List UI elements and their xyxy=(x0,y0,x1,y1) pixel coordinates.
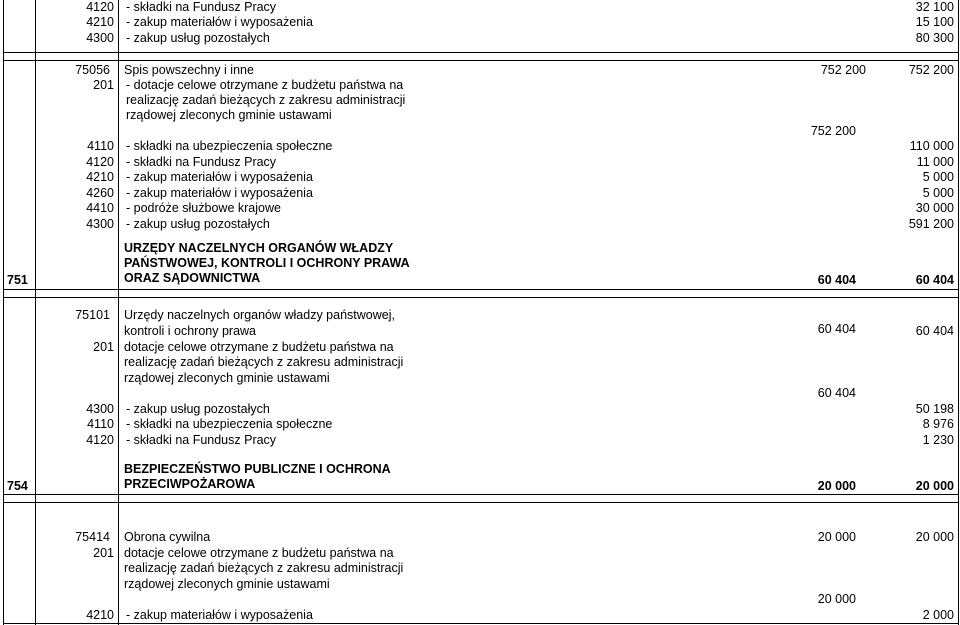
plan-amount: 20 000 xyxy=(817,592,856,606)
amount: 32 100 xyxy=(915,0,954,14)
amount: 20 000 xyxy=(915,479,954,493)
amount: 8 976 xyxy=(922,417,954,431)
paragraph-description: realizację zadań bieżących z zakresu administracji xyxy=(124,561,404,575)
amount: 1 230 xyxy=(922,433,954,447)
plan-amount: 60 404 xyxy=(817,386,856,400)
paragraph-code: 4410 xyxy=(86,201,114,215)
grid-line xyxy=(118,0,119,625)
amount: 80 300 xyxy=(915,31,954,45)
paragraph-description: - składki na ubezpieczenia społeczne xyxy=(126,417,333,431)
paragraph-description: - składki na Fundusz Pracy xyxy=(126,433,277,447)
grid-line xyxy=(3,502,959,503)
paragraph-description: - dotacje celowe otrzymane z budżetu państwa na xyxy=(126,78,404,92)
paragraph-description: - podróże służbowe krajowe xyxy=(126,201,281,215)
paragraph-description: - zakup materiałów i wyposażenia xyxy=(126,186,313,200)
amount: 110 000 xyxy=(909,139,954,153)
paragraph-description: - zakup materiałów i wyposażenia xyxy=(126,15,313,29)
section-title: PAŃSTWOWEJ, KONTROLI I OCHRONY PRAWA xyxy=(124,256,410,270)
paragraph-code: 4210 xyxy=(86,608,114,622)
paragraph-code: 4120 xyxy=(86,0,114,14)
amount: 752 200 xyxy=(908,63,954,77)
paragraph-code: 4300 xyxy=(86,402,114,416)
paragraph-code: 201 xyxy=(93,78,114,92)
paragraph-description: rządowej zleconych gminie ustawami xyxy=(126,108,332,122)
paragraph-description: - składki na Fundusz Pracy xyxy=(126,155,277,169)
section-code: 754 xyxy=(7,479,28,493)
paragraph-description: - zakup usług pozostałych xyxy=(126,217,270,231)
plan-amount: 20 000 xyxy=(817,530,856,544)
section-title: URZĘDY NACZELNYCH ORGANÓW WŁADZY xyxy=(124,241,394,255)
paragraph-description: - zakup materiałów i wyposażenia xyxy=(126,170,313,184)
grid-line xyxy=(3,60,959,61)
plan-amount: 20 000 xyxy=(817,479,856,493)
amount: 11 000 xyxy=(916,155,954,169)
paragraph-description: - składki na ubezpieczenia społeczne xyxy=(126,139,333,153)
chapter-title: Obrona cywilna xyxy=(124,530,211,544)
grid-line xyxy=(3,494,959,495)
paragraph-code: 4120 xyxy=(86,155,114,169)
paragraph-code: 4210 xyxy=(86,170,114,184)
paragraph-code: 4300 xyxy=(86,217,114,231)
chapter-code: 75101 xyxy=(75,308,110,322)
plan-amount: 60 404 xyxy=(817,322,856,336)
section-title: BEZPIECZEŃSTWO PUBLICZNE I OCHRONA xyxy=(124,462,391,476)
grid-line xyxy=(35,0,36,625)
paragraph-description: - zakup materiałów i wyposażenia xyxy=(126,608,313,622)
grid-line xyxy=(3,297,959,298)
paragraph-code: 4120 xyxy=(86,433,114,447)
plan-amount: 752 200 xyxy=(810,124,856,138)
amount: 60 404 xyxy=(915,273,954,287)
amount: 20 000 xyxy=(915,530,954,544)
paragraph-code: 4260 xyxy=(86,186,114,200)
paragraph-description: - składki na Fundusz Pracy xyxy=(126,0,277,14)
paragraph-description: dotacje celowe otrzymane z budżetu państwa na xyxy=(124,546,394,560)
chapter-code: 75056 xyxy=(75,63,110,77)
grid-line xyxy=(958,0,959,625)
chapter-title: kontroli i ochrony prawa xyxy=(124,324,257,338)
amount: 2 000 xyxy=(922,608,954,622)
paragraph-description: - zakup usług pozostałych xyxy=(126,402,270,416)
amount: 591 200 xyxy=(908,217,954,231)
paragraph-description: dotacje celowe otrzymane z budżetu państwa na xyxy=(124,340,394,354)
paragraph-description: realizację zadań bieżących z zakresu administracji xyxy=(124,355,404,369)
plan-amount: 752 200 xyxy=(820,63,866,77)
amount: 60 404 xyxy=(915,324,954,338)
grid-line xyxy=(3,623,959,624)
paragraph-description: realizację zadań bieżących z zakresu administracji xyxy=(126,93,406,107)
paragraph-description: rządowej zleconych gminie ustawami xyxy=(124,577,330,591)
paragraph-code: 4300 xyxy=(86,31,114,45)
chapter-title: Spis powszechny i inne xyxy=(124,63,254,77)
paragraph-code: 4210 xyxy=(86,15,114,29)
amount: 50 198 xyxy=(915,402,954,416)
amount: 30 000 xyxy=(915,201,954,215)
grid-line xyxy=(3,289,959,290)
grid-line xyxy=(3,0,4,625)
grid-line xyxy=(3,52,959,53)
amount: 5 000 xyxy=(922,170,954,184)
paragraph-code: 4110 xyxy=(87,417,114,431)
amount: 15 100 xyxy=(915,15,954,29)
paragraph-code: 4110 xyxy=(87,139,114,153)
chapter-code: 75414 xyxy=(75,530,110,544)
plan-amount: 60 404 xyxy=(817,273,856,287)
amount: 5 000 xyxy=(922,186,954,200)
paragraph-description: rządowej zleconych gminie ustawami xyxy=(124,371,330,385)
chapter-title: Urzędy naczelnych organów władzy państwowej, xyxy=(124,308,395,322)
section-title: PRZECIWPOŻAROWA xyxy=(124,477,256,491)
paragraph-description: - zakup usług pozostałych xyxy=(126,31,270,45)
section-title: ORAZ SĄDOWNICTWA xyxy=(124,271,261,285)
section-code: 751 xyxy=(7,273,28,287)
paragraph-code: 201 xyxy=(93,546,114,560)
paragraph-code: 201 xyxy=(93,340,114,354)
